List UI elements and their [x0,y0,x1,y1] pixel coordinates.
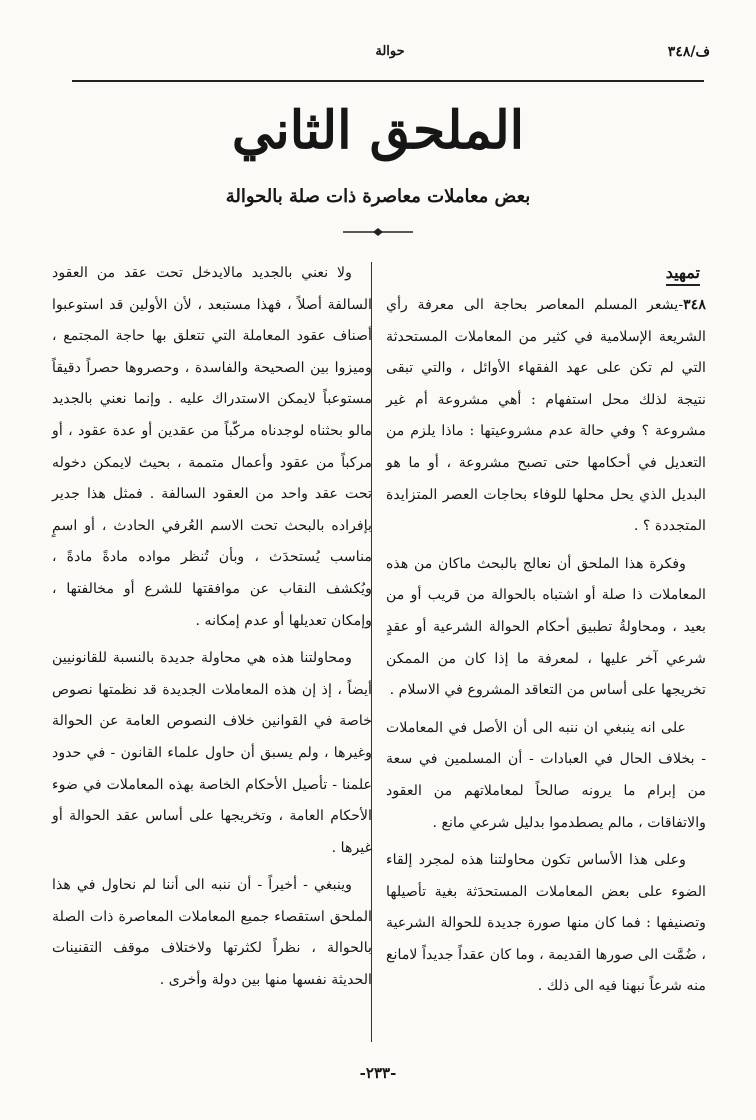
paragraph: ومحاولتنا هذه هي محاولة جديدة بالنسبة للقانونيين أيضاً ، إذ إن هذه المعاملات الجديدة قد نظمتها نصوص خاصة في القوانين خلاف النصوص العامة عن الحوالة وغيرها ، ولم يسبق أن حاول علماء القانون - في حدود علمنا - تأصيل الأحكام الخاصة بهذه المعاملات في ضوء الأحكام العامة ، وتخريجها على أساس عقد الحوالة أو غيرها . [52,650,372,856]
appendix-title: الملحق الثاني [231,100,525,161]
left-column [52,258,372,1003]
running-title: حوالة [375,44,405,59]
paragraph: ولا نعني بالجديد مالايدخل تحت عقد من العقود السالفة أصلاً ، فهذا مستبعد ، لأن الأولين قد استوعبوا أصناف عقود المعاملة التي تتعلق بها حاجة المجتمع ، وميزوا بين الصحيحة والفاسدة ، وحصروها حصراً دقيقاً مستوعباً لايمكن الاستدراك عليه . وإنما نعني بالجديد مالو بحثناه لوجدناه مركّباً من عقدين أو عدة عقود ، أو مركباً من عقود وأعمال متممة ، بحيث لايمكن دخوله تحت عقد واحد من العقود السالفة . فمثل هذا جدير بإفراده بالبحث تحت الاسم العُرفي الحادث ، أو اسمٍ مناسب يُستحدَث ، وبأن تُنظر مواده مادةً مادةً ، ويُكشف النقاب عن موافقتها للشرع أو مخالفتها ، وإمكان تعديلها أو عدم إمكانه . [52,265,372,629]
section-heading-text: تمهيد [666,263,700,286]
paragraph: وفكرة هذا الملحق أن نعالج بالبحث ماكان من هذه المعاملات ذا صلة أو اشتباه بالحوالة من قريب أو من بعيد ، ومحاولةُ تطبيق أحكام الحوالة الشرعية أو عقدٍ شرعي آخر عليها ، لمعرفة ما إذا كان من الممكن تخريجها على أساس من التعاقد المشروع في الاسلام . [386,555,706,699]
paragraph: وينبغي - أخيراً - أن ننبه الى أننا لم نحاول في هذا الملحق استقصاء جميع المعاملات المعاصرة ذات الصلة بالحوالة ، نظراً لكثرتها ولاختلاف موقف التقنينات الحديثة نفسها منها بين دولة وأخرى . [52,877,372,989]
paragraph-text: -يشعر المسلم المعاصر بحاجة الى معرفة رأي الشريعة الإسلامية في كثير من المعاملات المستحدثة التي لم تكن على عهد الفقهاء الأوائل ، والتي تبقى نتيجة لذلك محل استفهام : أهي مشروعة أم غير مشروعة ؟ وفي حالة عدم مشروعيتها : ماذا يلزم من التعديل في أحكامها حتى تصبح مشروعة ، أو ما هو البديل الذي يحل محلها للوفاء بحاجات العصر المتزايدة المتجددة ؟ . [386,297,706,535]
running-head [70,40,710,70]
paragraph: على انه ينبغي ان ننبه الى أن الأصل في المعاملات - بخلاف الحال في العبادات - أن المسلمين في سعة من إبرام ما يرونه صالحاً لمعاملاتهم من العقود والاتفاقات ، مالم يصطدموا بدليل شرعي مانع . [386,719,706,831]
section-heading [386,258,706,288]
section-reference: ف/٣٤٨ [667,44,710,60]
page-number: -٢٣٣- [359,1064,397,1082]
ornament-divider [343,226,413,238]
paragraph: وعلى هذا الأساس تكون محاولتنا هذه لمجرد إلقاء الضوء على بعض المعاملات المستحدَثة بغية تأصيلها وتصنيفها : فما كان منها صورة جديدة للحوالة الشرعية ، ضُمَّت الى صورها القديمة ، وما كان عقداً جديداً لامانع منه شرعاً نبهنا فيه الى ذلك . [386,852,706,995]
paragraph-number: ٣٤٨ [683,297,706,313]
header-rule [72,80,704,82]
paragraph [386,290,706,543]
appendix-subtitle: بعض معاملات معاصرة ذات صلة بالحوالة [225,186,531,207]
right-column [386,258,706,1009]
